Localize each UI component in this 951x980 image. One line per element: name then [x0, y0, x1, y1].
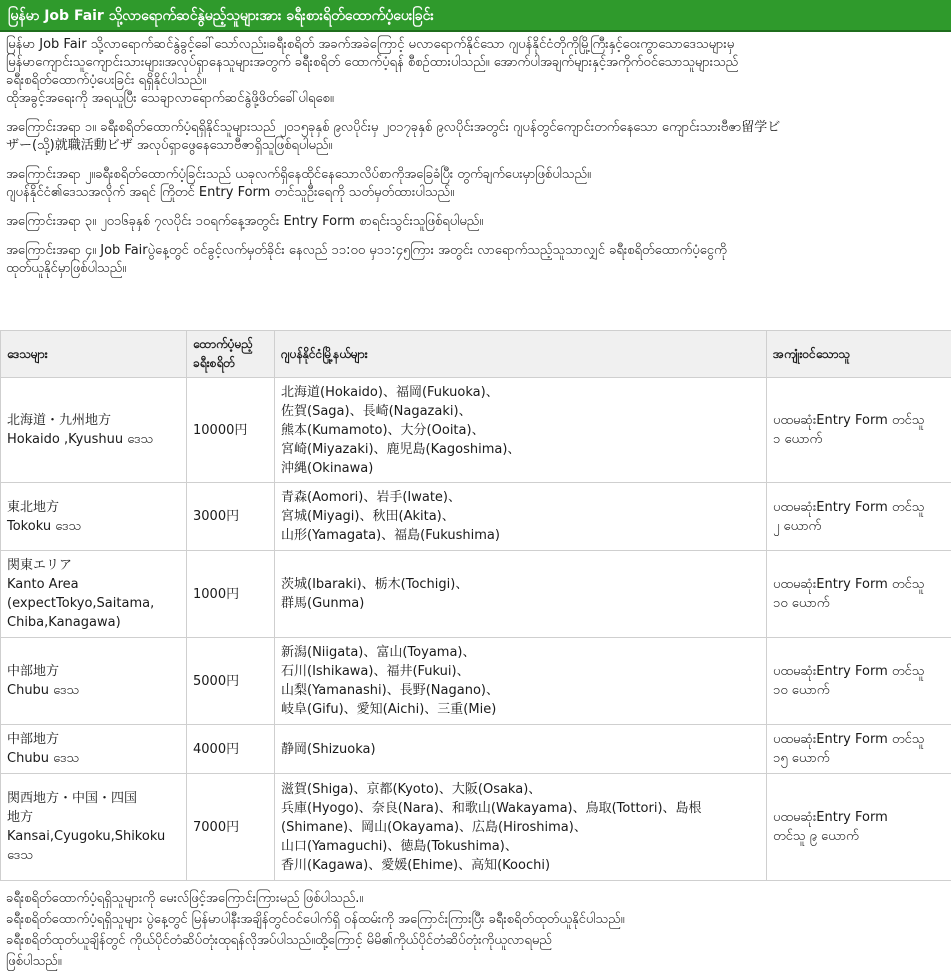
- intro-line: အကြောင်းအရာ ၂။ခရီးစရိတ်ထောက်ပံ့ခြင်းသည် ယခုလက်ရှိနေထိုင်နေသောလိပ်စာကိုအခြေခံပြီး တွက်ချက်ပေးမှာဖြစ်ပါသည်။: [6, 167, 591, 182]
- prefectures-cell-line: 岐阜(Gifu)、愛知(Aichi)、三重(Mie): [281, 702, 497, 717]
- region-cell: [1, 774, 187, 881]
- page-title-bar: [0, 0, 951, 32]
- footer-notes: [6, 888, 946, 972]
- intro-line: မြန်မာကျောင်းသူကျောင်းသားများ၊အလုပ်ရှာနေသူများအတွက် ခရီးစရိတ် ထောက်ပံ့ရန် စီစဉ်ထားပါသည်။ အောက်ပါအချက်များနှင့်အကိုက်ဝင်သောသူများသည်: [6, 55, 739, 70]
- eligible-cell: [767, 378, 951, 483]
- region-cell-line: 関西地方・中国・四国: [7, 791, 138, 806]
- region-cell-line: 中部地方: [7, 664, 60, 679]
- region-cell: [1, 483, 187, 551]
- prefectures-cell-line: 香川(Kagawa)、愛媛(Ehime)、高知(Koochi): [281, 857, 551, 873]
- amount-cell: 5000円: [187, 638, 275, 725]
- region-cell-line: Kansai,Cyugoku,Shikoku: [7, 829, 166, 844]
- table-row: [1, 725, 951, 774]
- intro-line: မြန်မာ Job Fair သို့လာရောက်ဆင်နွဲခွင့်ခေါ်သော်လည်း၊ခရီးစရိတ် အခက်အခဲကြောင့် မလာရောက်နိုင်သော ဂျပန်နိုင်ငံတိုကိုမြို့ကြီးနှင့်ဝေးကွာသောဒေသများမှ: [6, 37, 735, 52]
- intro-line: အကြောင်းအရာ ၁။ ခရီးစရိတ်ထောက်ပံ့ရရှိနိုင်သူများသည် ၂၀၁၅ခုနှစ် ၉လပိုင်းမှ ၂၀၁၇ခုနှစ် ၉လပိုင်းအတွင်း ဂျပန်တွင်ကျောင်းတက်နေသော ကျောင်းသားဗီဇာ留学ビ: [6, 120, 781, 135]
- prefectures-cell-line: 兵庫(Hyogo)、奈良(Nara)、和歌山(Wakayama)、鳥取(Tottori)、島根: [281, 800, 702, 816]
- amount-cell: 7000円: [187, 774, 275, 881]
- prefectures-cell-line: 山口(Yamaguchi)、徳島(Tokushima)、: [281, 838, 518, 854]
- condition-2: [6, 166, 946, 202]
- prefectures-cell: [275, 551, 767, 638]
- prefectures-cell-line: 宮崎(Miyazaki)、鹿児島(Kagoshima)、: [281, 441, 521, 457]
- eligible-cell-line: ၁၅ ယောက်: [773, 751, 830, 766]
- region-cell-line: Kanto Area: [7, 577, 79, 592]
- intro-section: [6, 36, 946, 289]
- eligible-cell: [767, 725, 951, 774]
- region-cell: [1, 725, 187, 774]
- prefectures-cell: [275, 638, 767, 725]
- eligible-cell-line: တင်သူ ၉ ယောက်: [773, 829, 859, 844]
- region-cell: [1, 551, 187, 638]
- table-header-row: [1, 331, 951, 378]
- region-cell: [1, 378, 187, 483]
- footer-line: ခရီးစရိတ်ထောက်ပံ့ရရှိသူများကို မေးလ်ဖြင့်အကြောင်းကြားမည် ဖြစ်ပါသည်.။: [6, 891, 364, 906]
- prefectures-cell-line: 山梨(Yamanashi)、長野(Nagano)、: [281, 683, 499, 698]
- intro-paragraph-1: [6, 36, 946, 108]
- amount-cell: 4000円: [187, 725, 275, 774]
- amount-cell: 10000円: [187, 378, 275, 483]
- eligible-cell: [767, 483, 951, 551]
- region-cell-line: 関東エリア: [7, 558, 73, 573]
- prefectures-cell-line: 沖縄(Okinawa): [281, 460, 374, 476]
- condition-4: [6, 242, 946, 278]
- region-cell-line: Chubu ဒေသ: [7, 751, 80, 766]
- eligible-cell-line: ပထမဆုံးEntry Form တင်သူ: [773, 413, 925, 428]
- header-amount: ထောက်ပံ့မည့် ခရီးစရိတ်: [187, 331, 275, 378]
- amount-cell: 3000円: [187, 483, 275, 551]
- prefectures-cell-line: 滋賀(Shiga)、京都(Kyoto)、大阪(Osaka)、: [281, 781, 542, 797]
- prefectures-cell-line: 青森(Aomori)、岩手(Iwate)、: [281, 490, 462, 505]
- table-row: [1, 483, 951, 551]
- page-title: မြန်မာ Job Fair သို့လာရောက်ဆင်နွဲမည့်သူများအား ခရီးစားရိတ်ထောက်ပံ့ပေးခြင်း: [8, 8, 434, 24]
- eligible-cell: [767, 551, 951, 638]
- eligible-cell-line: ၁ ယောက်: [773, 432, 823, 447]
- region-cell-line: 中部地方: [7, 732, 60, 747]
- region-cell: [1, 638, 187, 725]
- region-cell-line: Chubu ဒေသ: [7, 683, 80, 698]
- prefectures-cell-line: (Shimane)、岡山(Okayama)、広島(Hiroshima)、: [281, 819, 587, 835]
- region-cell-line: 北海道・九州地方: [7, 413, 112, 428]
- region-cell-line: (expectTokyo,Saitama,: [7, 596, 155, 611]
- region-cell-line: Chiba,Kanagawa): [7, 615, 121, 630]
- condition-1: [6, 119, 946, 155]
- region-cell-line: 東北地方: [7, 499, 60, 515]
- footer-line: ခရီးစရိတ်ထုတ်ယူချိန်တွင် ကိုယ်ပိုင်တံဆိပ်တုံးထုရန်လိုအပ်ပါသည်။ထို့ကြောင့် မိမိ၏ကိုယ်ပိုင်တံဆိပ်တုံးကိုယူလာရမည်: [6, 933, 552, 948]
- table-row: [1, 378, 951, 483]
- intro-line: ထိုအခွင့်အရေးကို အရယူပြီး သေချာလာရောက်ဆင်နွဲဖို့ဖိတ်ခေါ်ပါရစေ။: [6, 91, 334, 106]
- condition-3: [6, 213, 946, 231]
- table-row: [1, 774, 951, 881]
- prefectures-cell-line: 佐賀(Saga)、長崎(Nagazaki)、: [281, 403, 472, 419]
- intro-line: အကြောင်းအရာ ၄။ Job Fairပွဲနေ့တွင် ဝင်ခွင့်လက်မှတ်ခိုင်း နေလည် ၁၁:၀၀ မှ၁၁:၄၅ကြား အတွင်း လာရောက်သည့်သူသာလျှင် ခရီးစရိတ်ထောက်ပံ့ငွေကို: [6, 243, 727, 258]
- prefectures-cell: [275, 725, 767, 774]
- prefectures-cell-line: 静岡(Shizuoka): [281, 741, 376, 757]
- prefectures-cell-line: 群馬(Gunma): [281, 596, 365, 611]
- prefectures-cell-line: 新潟(Niigata)、富山(Toyama)、: [281, 645, 476, 660]
- intro-line: ခရီးစရိတ်ထောက်ပံ့ပေးခြင်း ရရှိနိုင်ပါသည်။: [6, 73, 207, 88]
- eligible-cell-line: ၂ ယောက်: [773, 518, 822, 534]
- travel-subsidy-table: [0, 330, 951, 881]
- prefectures-cell: [275, 378, 767, 483]
- header-prefectures: ဂျပန်နိုင်ငံမြို့နယ်များ: [275, 331, 767, 378]
- intro-line: ザー(သို့)就職活動ビザ အလုပ်ရှာဖွေနေသောဗီဇာရှိသူဖြစ်ရပါမည်။: [6, 138, 333, 153]
- prefectures-cell-line: 茨城(Ibaraki)、栃木(Tochigi)、: [281, 577, 469, 592]
- eligible-cell-line: ပထမဆုံးEntry Form တင်သူ: [773, 577, 925, 592]
- prefectures-cell: [275, 483, 767, 551]
- table-row: [1, 551, 951, 638]
- prefectures-cell: [275, 774, 767, 881]
- header-eligible: အကျုံးဝင်သောသူ: [767, 331, 951, 378]
- region-cell-line: Tokoku ဒေသ: [7, 518, 82, 534]
- region-cell-line: ဒေသ: [7, 848, 33, 863]
- footer-line: ဖြစ်ပါသည်။: [6, 954, 62, 969]
- eligible-cell-line: ၁၀ ယောက်: [773, 596, 830, 611]
- intro-line: ထုတ်ယူနိုင်မှာဖြစ်ပါသည်။: [6, 261, 127, 276]
- prefectures-cell-line: 山形(Yamagata)、福島(Fukushima): [281, 528, 500, 543]
- region-cell-line: 地方: [7, 810, 34, 825]
- prefectures-cell-line: 宮城(Miyagi)、秋田(Akita)、: [281, 509, 455, 524]
- header-region: ဒေသများ: [1, 331, 187, 378]
- prefectures-cell-line: 熊本(Kumamoto)、大分(Ooita)、: [281, 422, 485, 438]
- eligible-cell-line: ပထမဆုံးEntry Form တင်သူ: [773, 499, 925, 515]
- eligible-cell-line: ပထမဆုံးEntry Form: [773, 810, 888, 825]
- eligible-cell: [767, 774, 951, 881]
- table-body: [1, 378, 951, 881]
- prefectures-cell-line: 北海道(Hokaido)、福岡(Fukuoka)、: [281, 384, 499, 400]
- amount-cell: 1000円: [187, 551, 275, 638]
- eligible-cell-line: ပထမဆုံးEntry Form တင်သူ: [773, 664, 925, 679]
- intro-line: ဂျပန်နိုင်ငံ၏ဒေသအလိုက် အရင် ကြိုတင် Entry Form တင်သူဦးရေကို သတ်မှတ်ထားပါသည်။: [6, 185, 455, 200]
- eligible-cell-line: ၁၀ ယောက်: [773, 683, 830, 698]
- region-cell-line: Hokaido ,Kyushuu ဒေသ: [7, 432, 154, 447]
- eligible-cell: [767, 638, 951, 725]
- eligible-cell-line: ပထမဆုံးEntry Form တင်သူ: [773, 732, 925, 747]
- footer-line: ခရီးစရိတ်ထောက်ပံ့ရရှိသူများ ပွဲနေ့တွင် မြန်မာပါနီးအချိန်တွင်ဝင်ပေါက်ရှိ ဝန်ထမ်းကို အကြောင်းကြားပြီး ခရီးစရိတ်ထုတ်ယူနိုင်ပါသည်။: [6, 912, 625, 927]
- prefectures-cell-line: 石川(Ishikawa)、福井(Fukui)、: [281, 664, 470, 679]
- intro-line: အကြောင်းအရာ ၃။ ၂၀၁၆ခုနှစ် ၇လပိုင်း ၁၀ရက်နေ့အတွင်း Entry Form စာရင်းသွင်းသူဖြစ်ရပါမည်။: [6, 214, 484, 229]
- table-row: [1, 638, 951, 725]
